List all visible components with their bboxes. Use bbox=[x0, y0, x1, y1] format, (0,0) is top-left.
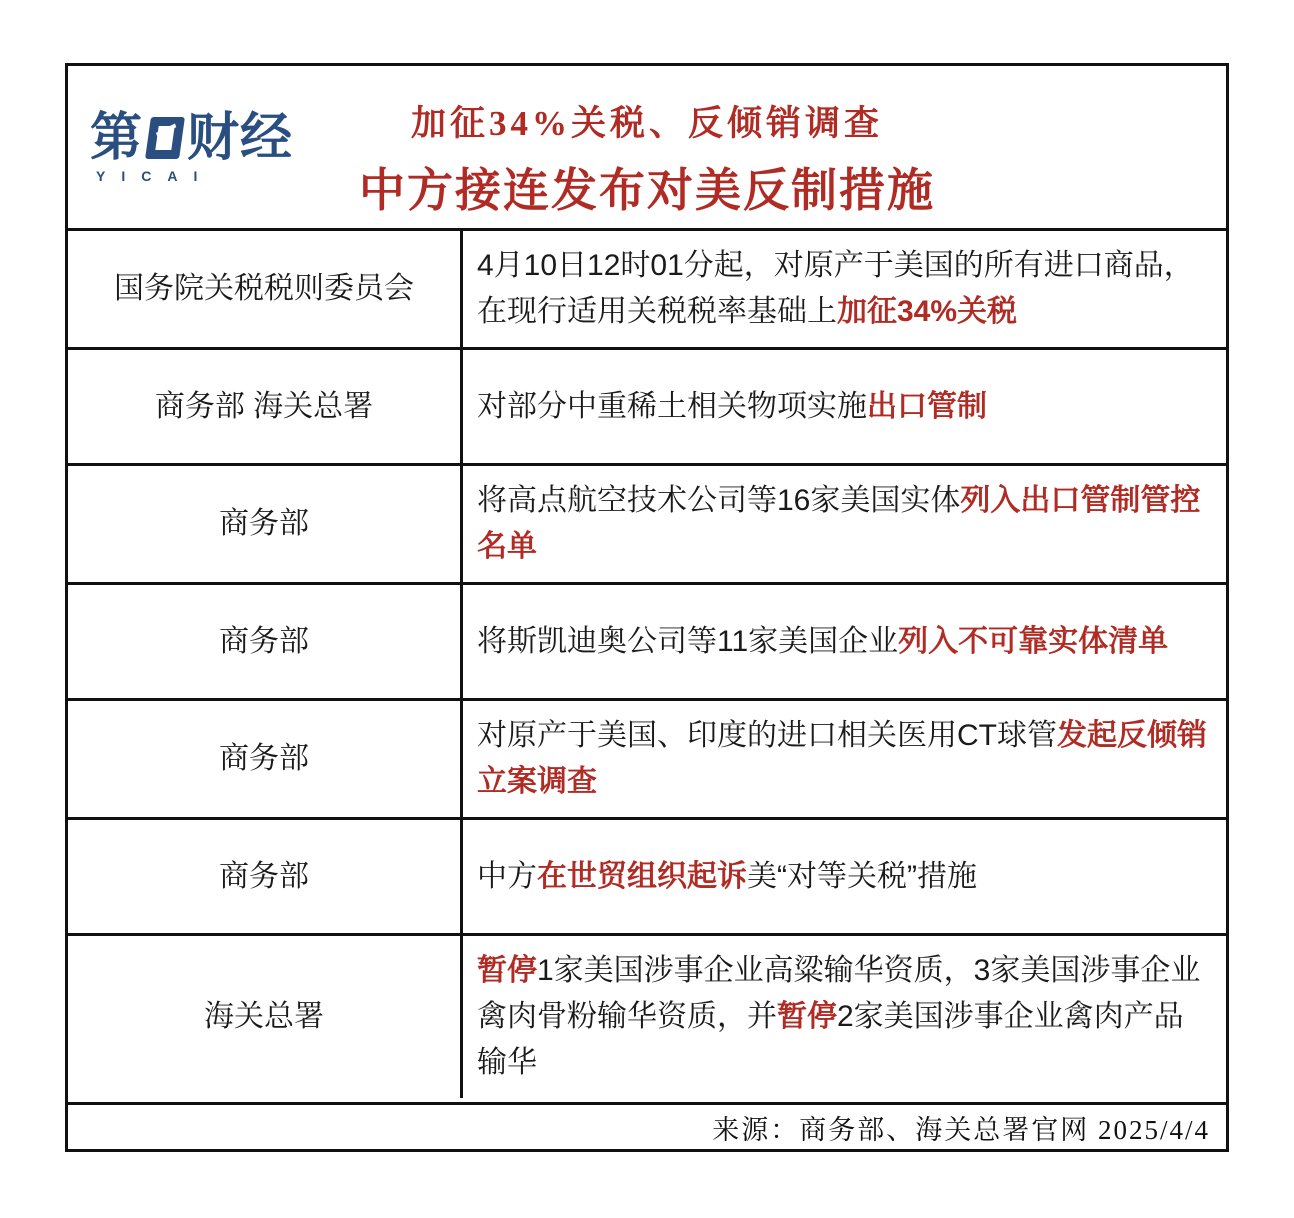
highlighted-text: 暂停 bbox=[777, 1000, 837, 1033]
org-name: 商务部 bbox=[219, 624, 309, 658]
org-name: 海关总署 bbox=[204, 1000, 324, 1033]
description-text bbox=[477, 948, 1212, 1086]
highlighted-text: 出口管制 bbox=[867, 389, 987, 423]
description-text bbox=[477, 384, 987, 430]
org-name: 商务部 bbox=[219, 859, 309, 893]
org-name: 国务院关税税则委员会 bbox=[114, 272, 414, 305]
yicai-logo-wordmark bbox=[90, 109, 294, 167]
table-row bbox=[68, 582, 1226, 698]
logo-char-caijing: 财经 bbox=[187, 109, 294, 167]
description-cell bbox=[463, 585, 1226, 698]
plain-text: 将斯凯迪奥公司等11家美国企业 bbox=[477, 624, 899, 658]
description-cell bbox=[463, 231, 1226, 347]
org-cell bbox=[68, 936, 463, 1098]
plain-text: 中方 bbox=[477, 859, 537, 893]
plain-text: 4月10日12时01分起，对原产于美国的所有进口商品，在现行适用关税税率基础上 bbox=[477, 249, 1194, 328]
logo-one-icon bbox=[145, 117, 185, 159]
org-cell bbox=[68, 820, 463, 933]
source-text: 来源：商务部、海关总署官网 2025/4/4 bbox=[712, 1114, 1210, 1145]
page-title: 中方接连发布对美反制措施 bbox=[359, 164, 935, 216]
table-row bbox=[68, 933, 1226, 1098]
description-cell bbox=[463, 936, 1226, 1098]
table-row bbox=[68, 698, 1226, 817]
highlighted-text: 在世贸组织起诉 bbox=[537, 859, 747, 893]
plain-text: 将高点航空技术公司等16家美国实体 bbox=[477, 484, 961, 517]
plain-text: 美“对等关税”措施 bbox=[747, 859, 977, 893]
org-cell bbox=[68, 701, 463, 817]
description-cell bbox=[463, 701, 1226, 817]
logo-char-di: 第 bbox=[90, 109, 144, 167]
description-text bbox=[477, 713, 1212, 805]
org-name: 商务部 bbox=[219, 742, 309, 775]
org-cell bbox=[68, 585, 463, 698]
highlighted-text: 列入不可靠实体清单 bbox=[898, 624, 1169, 658]
plain-text: 对原产于美国、印度的进口相关医用CT球管 bbox=[477, 719, 1057, 752]
plain-text: 对部分中重稀土相关物项实施 bbox=[477, 389, 867, 423]
org-cell bbox=[68, 231, 463, 347]
header bbox=[68, 66, 1226, 228]
table-row bbox=[68, 817, 1226, 933]
org-name: 商务部 bbox=[219, 507, 309, 540]
table-row bbox=[68, 228, 1226, 347]
description-cell bbox=[463, 350, 1226, 463]
logo-yicai-latin: YICAI bbox=[96, 168, 214, 184]
org-cell bbox=[68, 466, 463, 582]
table-row bbox=[68, 347, 1226, 463]
measures-table bbox=[68, 228, 1226, 1102]
subtitle: 加征34%关税、反倾销调查 bbox=[410, 104, 883, 143]
description-text bbox=[477, 243, 1212, 335]
org-cell bbox=[68, 350, 463, 463]
highlighted-text: 加征34%关税 bbox=[837, 295, 1018, 328]
highlighted-text: 暂停 bbox=[477, 954, 537, 987]
description-text bbox=[477, 619, 1168, 665]
description-cell bbox=[463, 466, 1226, 582]
measures-card bbox=[65, 63, 1229, 1152]
description-text bbox=[477, 478, 1212, 570]
highlighted-text: 发起反倾销立案调查 bbox=[477, 719, 1207, 798]
org-name: 商务部 海关总署 bbox=[154, 389, 374, 423]
plain-text: 1家美国涉事企业高粱输华资质，3家美国涉事企业禽肉骨粉输华资质，并 bbox=[477, 954, 1201, 1033]
description-text bbox=[477, 854, 977, 900]
source-footer bbox=[68, 1102, 1226, 1149]
table-row bbox=[68, 463, 1226, 582]
description-cell bbox=[463, 820, 1226, 933]
highlighted-text: 列入出口管制管控名单 bbox=[477, 484, 1201, 563]
plain-text: 2家美国涉事企业禽肉产品输华 bbox=[477, 1000, 1184, 1079]
yicai-logo bbox=[90, 109, 294, 184]
